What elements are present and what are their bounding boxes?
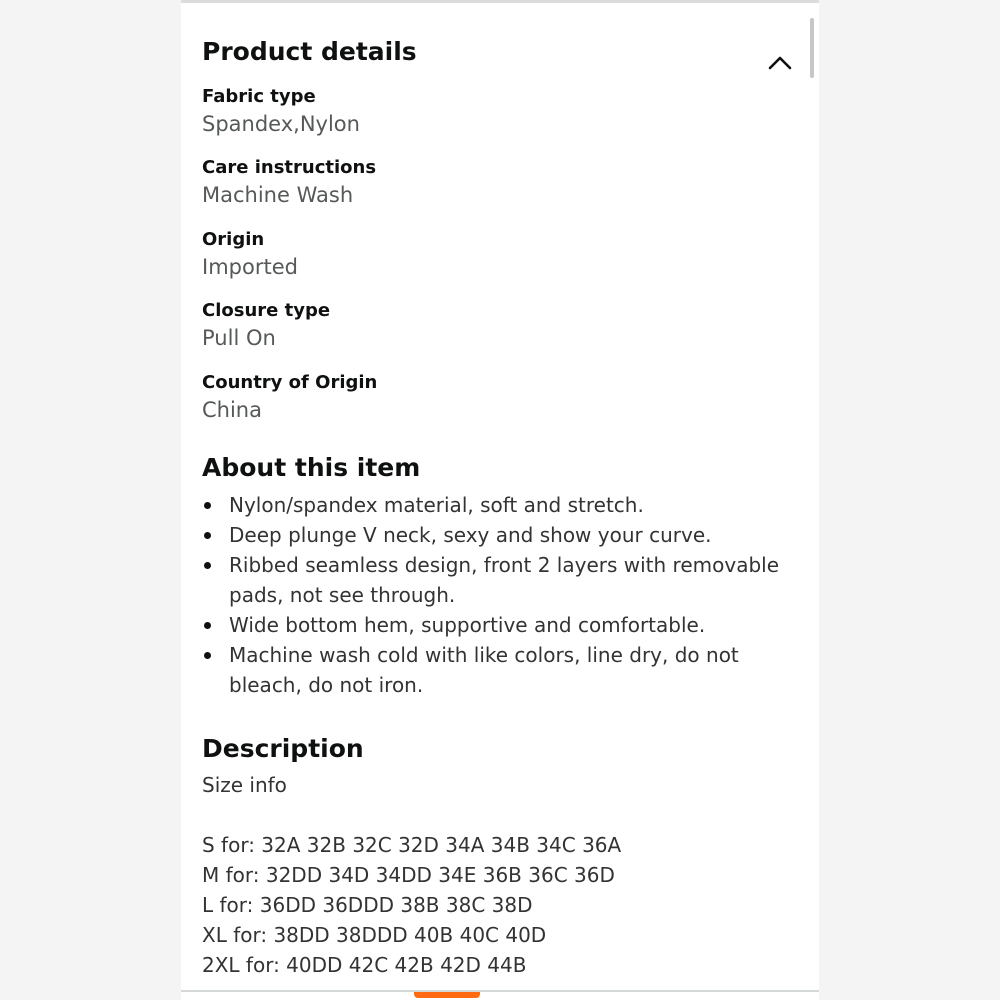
about-title: About this item — [202, 453, 421, 482]
detail-value-care-instructions: Machine Wash — [202, 183, 354, 207]
detail-label-origin: Origin — [202, 229, 265, 250]
scrollbar[interactable] — [810, 18, 814, 78]
detail-value-origin: Imported — [202, 255, 298, 279]
about-bullet: Wide bottom hem, supportive and comfortable. — [202, 610, 802, 640]
description-title: Description — [202, 734, 364, 763]
detail-label-fabric-type: Fabric type — [202, 86, 316, 107]
detail-value-country-of-origin: China — [202, 398, 262, 422]
size-info-line: 2XL for: 40DD 42C 42B 42D 44B — [202, 953, 527, 977]
about-bullet: Deep plunge V neck, sexy and show your curve. — [202, 520, 802, 550]
detail-label-care-instructions: Care instructions — [202, 157, 377, 178]
bottom-nav-bar — [181, 990, 819, 1000]
detail-label-country-of-origin: Country of Origin — [202, 372, 378, 393]
about-bullet-list — [202, 490, 802, 700]
product-info-panel — [181, 0, 819, 1000]
detail-label-closure-type: Closure type — [202, 300, 331, 321]
about-bullet: Ribbed seamless design, front 2 layers with removable pads, not see through. — [202, 550, 802, 610]
size-info-line: XL for: 38DD 38DDD 40B 40C 40D — [202, 923, 547, 947]
about-bullet: Machine wash cold with like colors, line dry, do not bleach, do not iron. — [202, 640, 802, 700]
chevron-up-icon[interactable] — [768, 52, 792, 72]
about-bullet: Nylon/spandex material, soft and stretch. — [202, 490, 802, 520]
product-details-title: Product details — [202, 37, 417, 66]
active-tab-indicator — [414, 992, 480, 998]
size-info-line: L for: 36DD 36DDD 38B 38C 38D — [202, 893, 533, 917]
description-intro: Size info — [202, 773, 287, 797]
detail-value-fabric-type: Spandex,Nylon — [202, 112, 360, 136]
top-divider — [181, 0, 819, 3]
size-info-line: S for: 32A 32B 32C 32D 34A 34B 34C 36A — [202, 833, 622, 857]
detail-value-closure-type: Pull On — [202, 326, 276, 350]
size-info-line: M for: 32DD 34D 34DD 34E 36B 36C 36D — [202, 863, 615, 887]
